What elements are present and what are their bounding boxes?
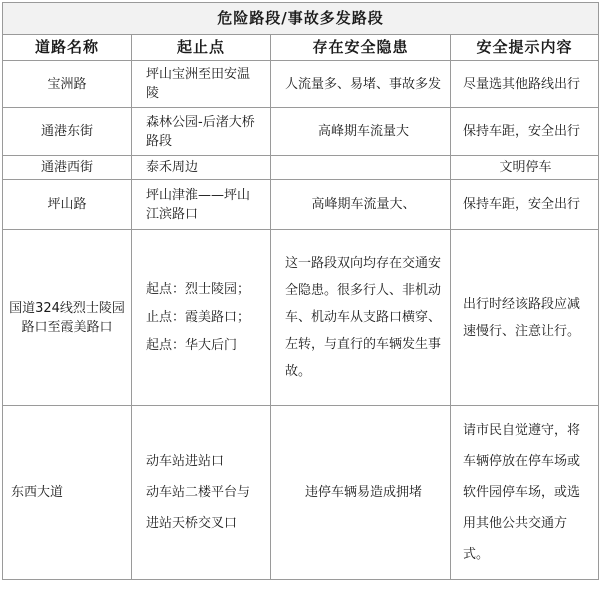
tip-cell: 保持车距，安全出行 [451,180,599,230]
start-end-line: 动车站进站口 [146,454,225,469]
table-row [3,230,599,406]
header-safety-tip: 安全提示内容 [451,35,599,61]
header-road-name: 道路名称 [3,35,132,61]
road-name-cell: 国道324线烈士陵园路口至霞美路口 [3,230,132,406]
hazard-cell: 高峰期车流量大、 [271,180,451,230]
hazard-cell [271,156,451,180]
hazard-road-table [2,2,599,580]
table-row [3,108,599,156]
hazard-cell: 人流量多、易堵、事故多发 [271,61,451,108]
start-end-cell: 起点：烈士陵园；止点：霞美路口；起点：华大后门 [132,230,271,406]
start-end-line: 动车站二楼平台与进站天桥交叉口 [146,485,251,531]
table-row [3,180,599,230]
tip-cell: 尽量选其他路线出行 [451,61,599,108]
road-name-cell: 宝洲路 [3,61,132,108]
start-end-cell: 泰禾周边 [132,156,271,180]
hazard-road-table-container [2,2,598,594]
header-start-end: 起止点 [132,35,271,61]
table-title: 危险路段/事故多发路段 [3,3,599,35]
road-name-cell: 坪山路 [3,180,132,230]
start-end-cell: 森林公园-后渚大桥路段 [132,108,271,156]
table-header-row [3,35,599,61]
road-name-cell: 东西大道 [3,406,132,580]
start-end-cell: 坪山津淮——坪山江滨路口 [132,180,271,230]
hazard-cell: 高峰期车流量大 [271,108,451,156]
tip-cell: 请市民自觉遵守，将车辆停放在停车场或软件园停车场，或选用其他公共交通方式。 [451,406,599,580]
table-title-row [3,3,599,35]
hazard-cell: 这一路段双向均存在交通安全隐患。很多行人、非机动车、机动车从支路口横穿、左转，与直行的车辆发生事故。 [271,230,451,406]
table-row [3,156,599,180]
table-row [3,61,599,108]
table-row [3,406,599,580]
header-safety-hazard: 存在安全隐患 [271,35,451,61]
hazard-cell: 违停车辆易造成拥堵 [271,406,451,580]
road-name-cell: 通港西街 [3,156,132,180]
start-end-cell: 坪山宝洲至田安温陵 [132,61,271,108]
tip-cell: 出行时经该路段应减速慢行、注意让行。 [451,230,599,406]
tip-cell: 文明停车 [451,156,599,180]
road-name-cell: 通港东街 [3,108,132,156]
start-end-cell [132,406,271,580]
tip-cell: 保持车距，安全出行 [451,108,599,156]
